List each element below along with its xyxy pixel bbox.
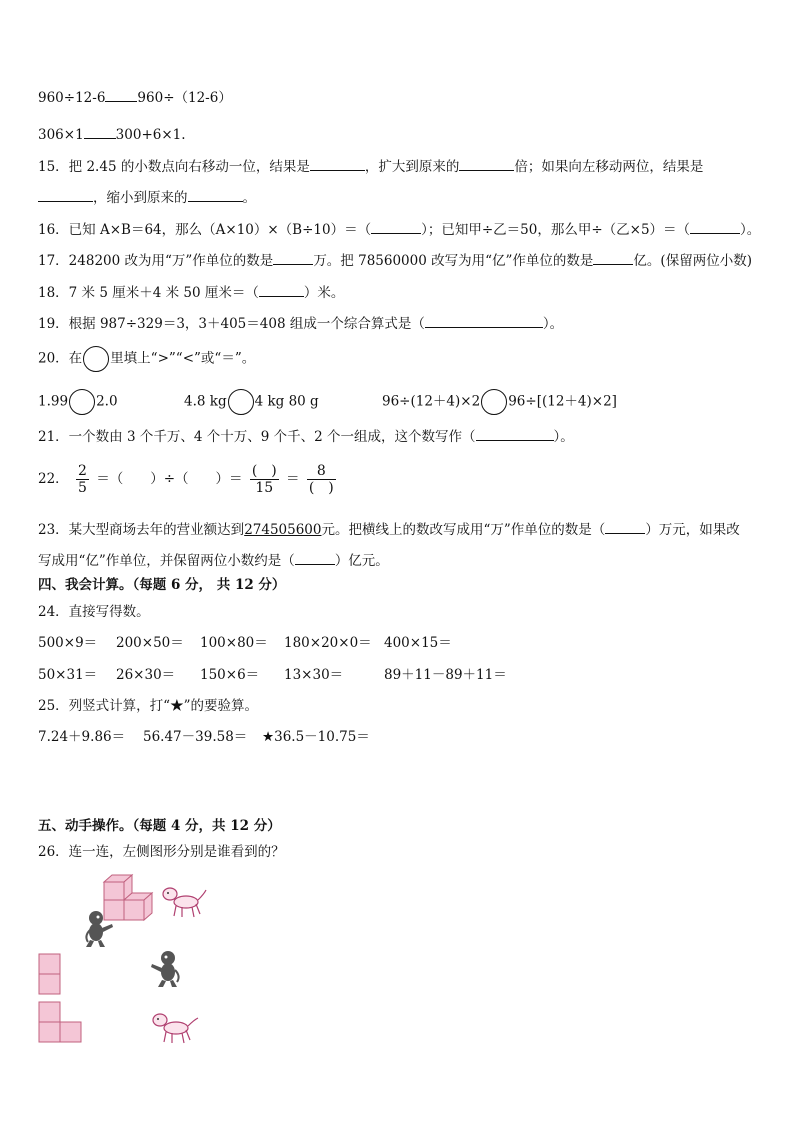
q24-item: 150×6＝ [200,667,260,683]
answer-blank[interactable] [476,427,554,441]
dog-icon [150,1010,200,1046]
question-17: 17．248200 改为用“万”作单位的数是 万。把 78560000 改写为用“亿”作单位的数是 亿。(保留两位小数) [38,253,752,269]
question-16: 16．已知 A×B＝64，那么（A×10）×（B÷10）＝（ ）；已知甲÷乙＝50，那么甲÷（乙×5）＝（ ）。 [38,222,761,238]
answer-blank[interactable] [605,520,645,534]
question-15-cont: ，缩小到原来的 。 [38,188,256,207]
section-5-heading: 五、动手操作。（每题 4 分，共 12 分） [38,818,281,834]
compare-item-2: 4.8 kg 4 kg 80 g [184,389,319,415]
q25-item: 56.47－39.58＝ [143,729,248,745]
q24-item: 50×31＝ [38,667,98,683]
answer-blank[interactable] [84,125,116,139]
front-view-figure [38,953,62,997]
q24-item: 400×15＝ [384,635,452,651]
q24-item: 89＋11－89＋11＝ [384,667,507,683]
side-view-figure [38,1001,84,1045]
circle-blank [83,346,109,372]
q24-item: 100×80＝ [200,635,268,651]
fraction-2-5: $\frac{2}{5}$ [77,463,87,496]
question-21: 21．一个数由 3 个千万、4 个十万、9 个千、2 个一组成，这个数写作（ ）。 [38,429,574,445]
question-23-cont: 写成用“亿”作单位，并保留两位小数约是（ ）亿元。 [38,553,389,569]
answer-blank[interactable] [105,88,137,102]
compare-line-2: 306×1 300+6×1. [38,127,186,143]
compare-item-1: 1.99 2.0 [38,389,118,415]
fraction-8-blank[interactable]: $\frac{8}{( )}$ [308,463,334,496]
answer-blank[interactable] [273,251,313,265]
compare-circle[interactable] [69,389,95,415]
q25-item: ★36.5－10.75＝ [262,729,370,745]
question-24: 24．直接写得数。 [38,604,150,620]
answer-blank[interactable] [459,157,514,171]
compare-item-3: 96÷(12＋4)×2 96÷[(12＋4)×2] [382,389,617,415]
answer-blank[interactable] [310,157,365,171]
q24-item: 500×9＝ [38,635,98,651]
section-4-heading: 四、我会计算。（每题 6 分， 共 12 分） [38,577,286,593]
answer-blank[interactable] [371,220,421,234]
answer-blank[interactable] [593,251,633,265]
question-22: 22． $\frac{2}{5}$ ＝（ ）÷（ ）＝ $\frac{( )}{15}$ ＝ $\frac{8}{( )}$ [38,463,334,496]
answer-blank[interactable] [259,283,304,297]
compare-line-1: 960÷12-6 960÷（12-6） [38,90,232,106]
question-15: 15．把 2.45 的小数点向右移动一位，结果是 ，扩大到原来的 倍；如果向左移动两位，结果是 [38,159,704,175]
q24-item: 180×20×0＝ [284,635,372,651]
question-23: 23．某大型商场去年的营业额达到274505600元。把横线上的数改写成用“万”作单位的数是（ ）万元，如果改 [38,522,740,538]
answer-blank[interactable] [425,314,543,328]
answer-blank[interactable] [295,551,335,565]
answer-blank[interactable] [188,188,243,202]
compare-circle[interactable] [481,389,507,415]
fraction-blank-15[interactable]: $\frac{( )}{15}$ [251,463,277,496]
answer-blank[interactable] [38,188,93,202]
monkey-icon [82,910,116,948]
q24-item: 200×50＝ [116,635,184,651]
question-18: 18．7 米 5 厘米＋4 米 50 厘米＝（ ）米。 [38,285,345,301]
answer-blank[interactable] [690,220,740,234]
question-20: 20．在 里填上“>”“<”或“＝”。 [38,346,255,372]
question-26: 26．连一连，左侧图形分别是谁看到的？ [38,844,285,860]
q24-item: 26×30＝ [116,667,176,683]
monkey-icon [150,950,184,988]
question-19: 19．根据 987÷329＝3，3＋405＝408 组成一个综合算式是（ ）。 [38,316,564,332]
dog-icon [160,884,208,920]
question-25: 25．列竖式计算，打“★”的要验算。 [38,698,258,714]
compare-circle[interactable] [228,389,254,415]
q24-item: 13×30＝ [284,667,344,683]
q25-item: 7.24＋9.86＝ [38,729,126,745]
